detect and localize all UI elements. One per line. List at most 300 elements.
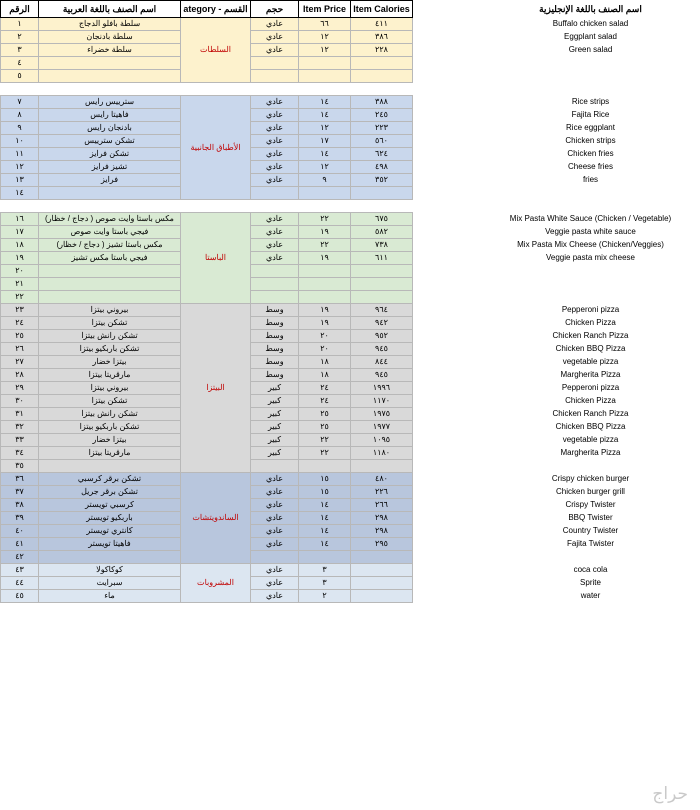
row-price: ١٩ xyxy=(299,304,351,317)
row-calories: ٩٤٢ xyxy=(351,317,413,330)
row-spacer xyxy=(413,551,481,564)
row-price: ٢٠ xyxy=(299,330,351,343)
row-calories: ٦٢٤ xyxy=(351,148,413,161)
row-number: ٣٤ xyxy=(1,447,39,460)
row-calories: ٢٢٨ xyxy=(351,44,413,57)
row-number: ٣٩ xyxy=(1,512,39,525)
row-english-name: Chicken fries xyxy=(567,149,614,158)
row-calories xyxy=(351,187,413,200)
table-row xyxy=(1,239,700,252)
row-english-name: Mix Pasta White Sauce (Chicken / Vegetable) xyxy=(509,214,672,223)
row-calories: ٢٩٨ xyxy=(351,525,413,538)
row-price: ١٢ xyxy=(299,161,351,174)
row-size xyxy=(251,291,299,304)
row-arabic-name: سبرايت xyxy=(39,577,181,590)
row-spacer xyxy=(413,369,481,382)
row-size: عادي xyxy=(251,590,299,603)
row-english-name: Crispy Twister xyxy=(565,500,616,509)
row-arabic-name: كوكاكولا xyxy=(39,564,181,577)
row-number: ١١ xyxy=(1,148,39,161)
row-number: ٤٠ xyxy=(1,525,39,538)
row-arabic-name: تشكن سترييس xyxy=(39,135,181,148)
row-spacer xyxy=(413,512,481,525)
row-arabic-name: بيروني بيتزا xyxy=(39,304,181,317)
table-row xyxy=(1,369,700,382)
spacer-cell xyxy=(181,83,251,96)
header-price: Item Price xyxy=(299,1,351,18)
row-english-name: Chicken Pizza xyxy=(565,318,616,327)
row-calories xyxy=(351,57,413,70)
row-price: ٣ xyxy=(299,564,351,577)
row-size xyxy=(251,265,299,278)
row-number: ٨ xyxy=(1,109,39,122)
table-row xyxy=(1,31,700,44)
row-spacer xyxy=(413,330,481,343)
row-size xyxy=(251,278,299,291)
row-english-name: Fajita Rice xyxy=(571,110,610,119)
row-price: ١٥ xyxy=(299,473,351,486)
row-size: كبير xyxy=(251,434,299,447)
row-english-name: Chicken BBQ Pizza xyxy=(555,422,626,431)
row-size: عادي xyxy=(251,226,299,239)
row-arabic-name: سترييس رايس xyxy=(39,96,181,109)
row-english-name xyxy=(481,70,700,83)
row-price xyxy=(299,57,351,70)
spacer-cell xyxy=(181,200,251,213)
row-price: ١٨ xyxy=(299,369,351,382)
row-price: ٢ xyxy=(299,590,351,603)
row-arabic-name xyxy=(39,551,181,564)
row-price: ٢٢ xyxy=(299,447,351,460)
row-number: ١ xyxy=(1,18,39,31)
row-number: ٣٠ xyxy=(1,395,39,408)
row-calories: ٢٩٨ xyxy=(351,512,413,525)
row-calories xyxy=(351,265,413,278)
row-english-name: Margherita Pizza xyxy=(560,370,621,379)
spacer-cell xyxy=(39,200,181,213)
row-calories: ٢٢٣ xyxy=(351,122,413,135)
row-price: ٢٤ xyxy=(299,382,351,395)
row-english-name: Chicken burger grill xyxy=(556,487,625,496)
row-calories xyxy=(351,291,413,304)
spacer-cell xyxy=(299,83,351,96)
spacer-cell xyxy=(251,200,299,213)
table-row xyxy=(1,382,700,395)
row-calories: ١٩٩٦ xyxy=(351,382,413,395)
row-calories: ٢٤٥ xyxy=(351,109,413,122)
row-arabic-name: تشكن باربكيو بيتزا xyxy=(39,343,181,356)
section-category-label: الباستا xyxy=(181,213,251,304)
row-spacer xyxy=(413,252,481,265)
row-arabic-name: مكس باستا وايت صوص ( دجاج / خظار) xyxy=(39,213,181,226)
row-english-name: Chicken strips xyxy=(565,136,616,145)
row-price: ٢٠ xyxy=(299,343,351,356)
table-row xyxy=(1,551,700,564)
row-calories: ١١٨٠ xyxy=(351,447,413,460)
row-arabic-name xyxy=(39,278,181,291)
table-row xyxy=(1,18,700,31)
row-calories: ١٩٧٧ xyxy=(351,421,413,434)
row-calories: ٢٢٦ xyxy=(351,486,413,499)
table-row xyxy=(1,122,700,135)
table-row xyxy=(1,135,700,148)
row-spacer xyxy=(413,486,481,499)
row-size: عادي xyxy=(251,174,299,187)
row-number: ٤٢ xyxy=(1,551,39,564)
spacer-cell xyxy=(481,83,700,96)
row-price: ٢٥ xyxy=(299,421,351,434)
header-size: حجم xyxy=(251,1,299,18)
row-price xyxy=(299,551,351,564)
row-english-name: Rice strips xyxy=(571,97,610,106)
table-row xyxy=(1,447,700,460)
row-number: ٢٤ xyxy=(1,317,39,330)
row-price: ١٤ xyxy=(299,109,351,122)
row-size: عادي xyxy=(251,44,299,57)
row-calories: ٢٦٦ xyxy=(351,499,413,512)
table-row xyxy=(1,304,700,317)
table-row xyxy=(1,590,700,603)
row-arabic-name: تشكن فرايز xyxy=(39,148,181,161)
row-spacer xyxy=(413,395,481,408)
row-price: ٩ xyxy=(299,174,351,187)
table-row xyxy=(1,577,700,590)
row-english-name: Veggie pasta white sauce xyxy=(545,227,636,236)
row-price xyxy=(299,187,351,200)
spacer-cell xyxy=(1,200,39,213)
row-english-name: Margherita Pizza xyxy=(560,448,621,457)
table-row xyxy=(1,330,700,343)
row-calories: ٥٦٠ xyxy=(351,135,413,148)
row-number: ٢٩ xyxy=(1,382,39,395)
row-arabic-name xyxy=(39,70,181,83)
row-english-name: Chicken Ranch Pizza xyxy=(552,331,629,340)
row-price xyxy=(299,265,351,278)
table-row xyxy=(1,70,700,83)
row-number: ٢٠ xyxy=(1,265,39,278)
row-price: ١٩ xyxy=(299,317,351,330)
table-row xyxy=(1,421,700,434)
row-number: ١٩ xyxy=(1,252,39,265)
row-size: وسط xyxy=(251,369,299,382)
row-number: ٣٦ xyxy=(1,473,39,486)
row-number: ٣٧ xyxy=(1,486,39,499)
header-num: الرقم xyxy=(1,1,39,18)
table-row xyxy=(1,434,700,447)
row-number: ١٧ xyxy=(1,226,39,239)
row-english-name: Chicken Pizza xyxy=(565,396,616,405)
header-calories: Item Calories xyxy=(351,1,413,18)
row-size: عادي xyxy=(251,213,299,226)
row-size: وسط xyxy=(251,330,299,343)
row-arabic-name: مارقريتا بيتزا xyxy=(39,369,181,382)
table-row xyxy=(1,564,700,577)
row-price: ١٥ xyxy=(299,486,351,499)
row-size: عادي xyxy=(251,148,299,161)
row-size: عادي xyxy=(251,161,299,174)
row-size: عادي xyxy=(251,135,299,148)
section-category-label: المشروبات xyxy=(181,564,251,603)
row-size: عادي xyxy=(251,564,299,577)
row-price: ١٤ xyxy=(299,499,351,512)
row-size: عادي xyxy=(251,109,299,122)
row-calories: ٣٨٨ xyxy=(351,96,413,109)
row-number: ٢٣ xyxy=(1,304,39,317)
row-spacer xyxy=(413,460,481,473)
row-arabic-name: بيتزا خضار xyxy=(39,356,181,369)
row-arabic-name: فيجي باستا وايت صوص xyxy=(39,226,181,239)
section-category-label: البيتزا xyxy=(181,304,251,473)
row-spacer xyxy=(413,590,481,603)
spacer-cell xyxy=(251,83,299,96)
spacer-cell xyxy=(39,83,181,96)
table-row xyxy=(1,265,700,278)
row-english-name xyxy=(481,460,700,473)
table-row xyxy=(1,343,700,356)
watermark-text: حراج xyxy=(652,784,688,804)
row-english-name: Fajita Twister xyxy=(567,539,614,548)
row-arabic-name xyxy=(39,265,181,278)
table-row xyxy=(1,356,700,369)
row-english-name xyxy=(481,278,700,291)
row-arabic-name xyxy=(39,57,181,70)
row-spacer xyxy=(413,408,481,421)
table-header-row xyxy=(1,1,700,18)
table-spacer-row xyxy=(1,83,700,96)
row-spacer xyxy=(413,564,481,577)
table-row xyxy=(1,278,700,291)
header-arabic-name: اسم الصنف باللغة العربية xyxy=(39,1,181,18)
row-spacer xyxy=(413,538,481,551)
row-arabic-name: فاهيتا تويستر xyxy=(39,538,181,551)
spacer-cell xyxy=(413,83,481,96)
row-calories: ١٠٩٥ xyxy=(351,434,413,447)
row-price: ١٢ xyxy=(299,44,351,57)
row-spacer xyxy=(413,213,481,226)
table-row xyxy=(1,460,700,473)
row-arabic-name: ماء xyxy=(39,590,181,603)
row-number: ١٠ xyxy=(1,135,39,148)
row-spacer xyxy=(413,343,481,356)
row-price: ٢٥ xyxy=(299,408,351,421)
row-number: ٥ xyxy=(1,70,39,83)
row-arabic-name: سلطة بافلو الدجاج xyxy=(39,18,181,31)
row-number: ٢٨ xyxy=(1,369,39,382)
row-number: ٣١ xyxy=(1,408,39,421)
row-price: ١٤ xyxy=(299,512,351,525)
row-size xyxy=(251,551,299,564)
table-row xyxy=(1,473,700,486)
row-spacer xyxy=(413,135,481,148)
row-english-name: Eggplant salad xyxy=(564,32,617,41)
row-calories: ٤١١ xyxy=(351,18,413,31)
row-size: عادي xyxy=(251,96,299,109)
row-calories xyxy=(351,564,413,577)
row-size: وسط xyxy=(251,343,299,356)
row-arabic-name xyxy=(39,460,181,473)
table-row xyxy=(1,395,700,408)
row-spacer xyxy=(413,109,481,122)
row-number: ٧ xyxy=(1,96,39,109)
table-row xyxy=(1,148,700,161)
spacer-cell xyxy=(413,200,481,213)
row-spacer xyxy=(413,239,481,252)
row-english-name: Green salad xyxy=(568,45,613,54)
row-calories xyxy=(351,278,413,291)
row-arabic-name xyxy=(39,291,181,304)
spacer-cell xyxy=(1,83,39,96)
row-number: ٤٤ xyxy=(1,577,39,590)
row-size: عادي xyxy=(251,31,299,44)
row-spacer xyxy=(413,96,481,109)
row-english-name: fries xyxy=(582,175,599,184)
row-calories: ٩٥٢ xyxy=(351,330,413,343)
row-spacer xyxy=(413,265,481,278)
row-calories xyxy=(351,460,413,473)
row-size: كبير xyxy=(251,421,299,434)
row-number: ٢١ xyxy=(1,278,39,291)
row-number: ٣٥ xyxy=(1,460,39,473)
row-size: عادي xyxy=(251,18,299,31)
row-size: عادي xyxy=(251,525,299,538)
table-row xyxy=(1,161,700,174)
row-price: ٣ xyxy=(299,577,351,590)
row-number: ١٤ xyxy=(1,187,39,200)
row-price: ١٤ xyxy=(299,525,351,538)
row-arabic-name: مكس باستا تشيز ( دجاج / خظار) xyxy=(39,239,181,252)
row-arabic-name xyxy=(39,187,181,200)
row-spacer xyxy=(413,421,481,434)
row-number: ٩ xyxy=(1,122,39,135)
spacer-cell xyxy=(351,200,413,213)
table-row xyxy=(1,317,700,330)
row-spacer xyxy=(413,161,481,174)
row-calories xyxy=(351,70,413,83)
row-number: ١٨ xyxy=(1,239,39,252)
row-spacer xyxy=(413,148,481,161)
row-price: ١٢ xyxy=(299,122,351,135)
row-english-name: Country Twister xyxy=(562,526,619,535)
row-arabic-name: فيجي باستا مكس تشيز xyxy=(39,252,181,265)
row-size: عادي xyxy=(251,538,299,551)
row-spacer xyxy=(413,174,481,187)
row-calories: ٧٣٨ xyxy=(351,239,413,252)
row-spacer xyxy=(413,434,481,447)
table-row xyxy=(1,213,700,226)
row-english-name: Crispy chicken burger xyxy=(551,474,630,483)
row-number: ١٣ xyxy=(1,174,39,187)
row-arabic-name: سلطة خضراء xyxy=(39,44,181,57)
table-row xyxy=(1,57,700,70)
row-arabic-name: تشكن رانش بيتزا xyxy=(39,408,181,421)
row-price: ١٩ xyxy=(299,226,351,239)
section-category-label: الساندويتشات xyxy=(181,473,251,564)
row-english-name: coca cola xyxy=(573,565,608,574)
row-size xyxy=(251,187,299,200)
row-calories: ٤٨٠ xyxy=(351,473,413,486)
table-spacer-row xyxy=(1,200,700,213)
row-english-name: Mix Pasta Mix Cheese (Chicken/Veggies) xyxy=(517,240,664,249)
row-english-name xyxy=(481,57,700,70)
row-spacer xyxy=(413,122,481,135)
row-number: ٤٣ xyxy=(1,564,39,577)
row-calories xyxy=(351,577,413,590)
row-price: ١٨ xyxy=(299,356,351,369)
spacer-cell xyxy=(351,83,413,96)
table-row xyxy=(1,538,700,551)
row-arabic-name: تشكن برقر كرسبي xyxy=(39,473,181,486)
table-row xyxy=(1,44,700,57)
row-number: ٣ xyxy=(1,44,39,57)
row-size: كبير xyxy=(251,382,299,395)
row-english-name xyxy=(481,551,700,564)
row-english-name: Chicken Ranch Pizza xyxy=(552,409,629,418)
row-arabic-name: كرسبي تويستر xyxy=(39,499,181,512)
row-arabic-name: بادنجان رايس xyxy=(39,122,181,135)
row-arabic-name: كانتري تويستر xyxy=(39,525,181,538)
row-spacer xyxy=(413,473,481,486)
row-calories: ٣٥٢ xyxy=(351,174,413,187)
row-price xyxy=(299,70,351,83)
row-number: ١٢ xyxy=(1,161,39,174)
row-size xyxy=(251,70,299,83)
row-price xyxy=(299,278,351,291)
row-number: ٢٧ xyxy=(1,356,39,369)
row-size xyxy=(251,57,299,70)
table-row xyxy=(1,187,700,200)
row-spacer xyxy=(413,31,481,44)
row-arabic-name: فاهيتا رايس xyxy=(39,109,181,122)
row-size: عادي xyxy=(251,486,299,499)
row-price: ٢٤ xyxy=(299,395,351,408)
row-spacer xyxy=(413,18,481,31)
row-calories: ٩٤٥ xyxy=(351,369,413,382)
row-spacer xyxy=(413,291,481,304)
row-calories: ٩٦٤ xyxy=(351,304,413,317)
row-spacer xyxy=(413,278,481,291)
section-category-label: السلطات xyxy=(181,18,251,83)
table-row xyxy=(1,408,700,421)
row-price xyxy=(299,460,351,473)
row-arabic-name: مارقريتا بيتزا xyxy=(39,447,181,460)
header-spacer xyxy=(413,1,481,18)
row-english-name: vegetable pizza xyxy=(562,357,619,366)
row-arabic-name: تشكن رانش بيتزا xyxy=(39,330,181,343)
row-number: ٤ xyxy=(1,57,39,70)
section-category-label: الأطباق الجانبية xyxy=(181,96,251,200)
row-size: وسط xyxy=(251,356,299,369)
row-size xyxy=(251,460,299,473)
row-spacer xyxy=(413,356,481,369)
row-calories: ٦١١ xyxy=(351,252,413,265)
row-price: ٦٦ xyxy=(299,18,351,31)
row-size: عادي xyxy=(251,239,299,252)
row-arabic-name: تشكن بيتزا xyxy=(39,395,181,408)
row-english-name: Veggie pasta mix cheese xyxy=(546,253,635,262)
table-row xyxy=(1,512,700,525)
row-size: وسط xyxy=(251,304,299,317)
row-size: كبير xyxy=(251,447,299,460)
row-calories: ١١٧٠ xyxy=(351,395,413,408)
menu-table-body xyxy=(1,1,700,603)
row-size: كبير xyxy=(251,408,299,421)
row-calories xyxy=(351,551,413,564)
row-number: ٤١ xyxy=(1,538,39,551)
row-english-name: Rice eggplant xyxy=(566,123,615,132)
row-english-name: BBQ Twister xyxy=(568,513,613,522)
row-english-name: water xyxy=(580,591,601,600)
row-english-name xyxy=(481,187,700,200)
